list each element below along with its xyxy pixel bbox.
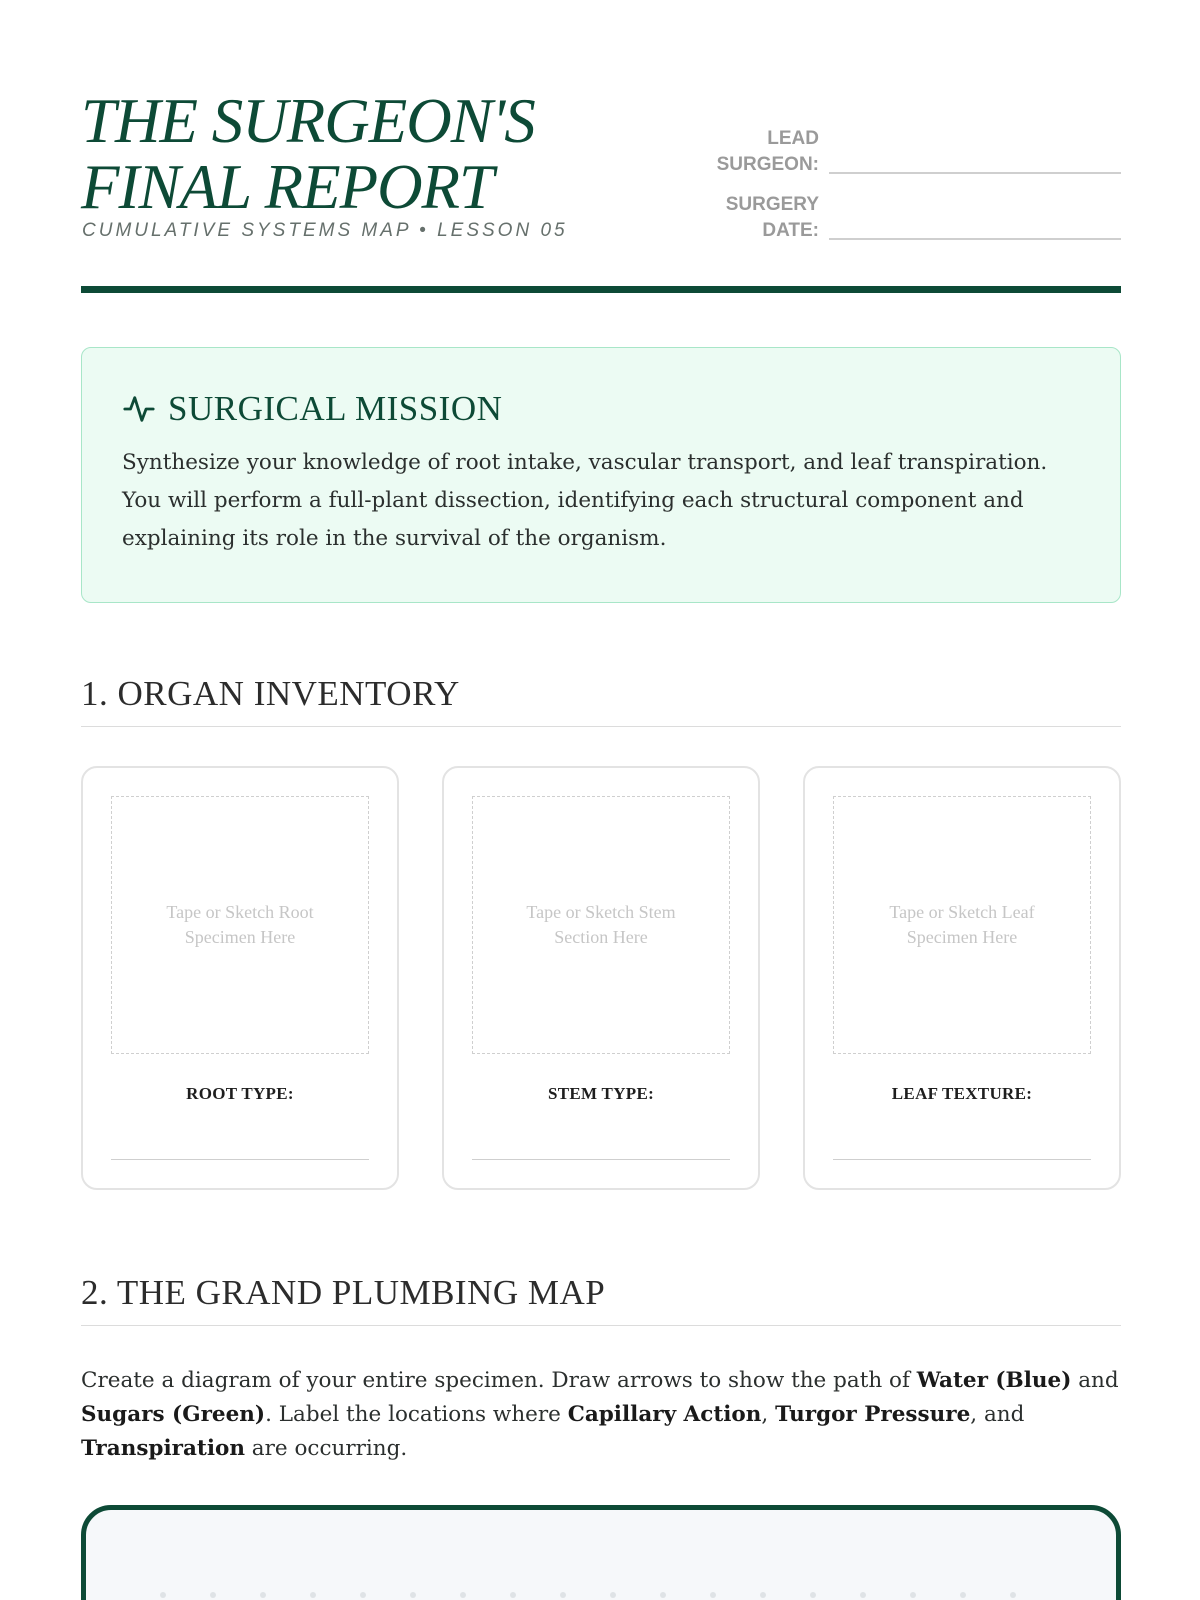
instr-transpiration-term: Transpiration	[81, 1436, 245, 1461]
surgery-date-field[interactable]	[711, 192, 1121, 244]
plumbing-map-instructions	[81, 1364, 1121, 1466]
grid-dot	[660, 1592, 666, 1598]
mission-heading	[122, 388, 1080, 430]
title-line-1: THE SURGEON'S	[81, 86, 535, 156]
leaf-specimen-placeholder: Tape or Sketch Leaf Specimen Here	[889, 902, 1035, 947]
instr-sugars-term: Sugars (Green)	[81, 1402, 266, 1427]
instr-text-3: . Label the locations where	[265, 1402, 568, 1427]
leaf-texture-input-line[interactable]	[833, 1159, 1091, 1160]
grid-dot	[560, 1592, 566, 1598]
header-divider	[81, 286, 1121, 293]
pulse-icon	[122, 392, 156, 426]
lead-surgeon-label: LEAD SURGEON:	[716, 128, 819, 175]
dot-grid	[160, 1592, 1060, 1598]
grid-dot	[910, 1592, 916, 1598]
instr-text-6: are occurring.	[244, 1436, 408, 1461]
instr-water-term: Water (Blue)	[916, 1368, 1072, 1393]
grid-dot	[460, 1592, 466, 1598]
lead-surgeon-input-line[interactable]	[829, 172, 1121, 174]
section-organ-inventory-title: 1. ORGAN INVENTORY	[81, 674, 1121, 727]
stem-card	[442, 766, 760, 1190]
organ-inventory-cards	[81, 766, 1121, 1190]
grid-dot	[260, 1592, 266, 1598]
leaf-texture-label: LEAF TEXTURE:	[891, 1084, 1033, 1103]
grid-dot	[210, 1592, 216, 1598]
report-header	[81, 80, 1121, 294]
report-meta-fields	[711, 126, 1121, 258]
instr-capillary-term: Capillary Action	[567, 1402, 762, 1427]
grid-dot	[810, 1592, 816, 1598]
root-type-input-line[interactable]	[111, 1159, 369, 1160]
page-subtitle: CUMULATIVE SYSTEMS MAP • LESSON 05	[82, 220, 568, 241]
leaf-card	[803, 766, 1121, 1190]
surgery-date-input-line[interactable]	[829, 238, 1121, 240]
root-card	[81, 766, 399, 1190]
grid-dot	[610, 1592, 616, 1598]
plumbing-map-drawing-area[interactable]	[81, 1505, 1121, 1600]
leaf-specimen-box[interactable]	[833, 796, 1091, 1054]
title-line-2: FINAL REPORT	[81, 152, 494, 222]
grid-dot	[760, 1592, 766, 1598]
grid-dot	[360, 1592, 366, 1598]
instr-text-5: , and	[970, 1402, 1025, 1427]
stem-type-input-line[interactable]	[472, 1159, 730, 1160]
grid-dot	[860, 1592, 866, 1598]
page-title	[81, 88, 535, 220]
lead-surgeon-field[interactable]	[711, 126, 1121, 178]
grid-dot	[510, 1592, 516, 1598]
grid-dot	[410, 1592, 416, 1598]
grid-dot	[310, 1592, 316, 1598]
instr-text-4: ,	[761, 1402, 776, 1427]
stem-specimen-placeholder: Tape or Sketch Stem Section Here	[526, 902, 676, 947]
root-type-label: ROOT TYPE:	[186, 1084, 294, 1103]
grid-dot	[960, 1592, 966, 1598]
grid-dot	[710, 1592, 716, 1598]
instr-turgor-term: Turgor Pressure	[775, 1402, 971, 1427]
root-specimen-placeholder: Tape or Sketch Root Specimen Here	[166, 902, 314, 947]
mission-title: SURGICAL MISSION	[168, 389, 503, 428]
stem-type-label: STEM TYPE:	[547, 1084, 655, 1103]
mission-text: Synthesize your knowledge of root intake, vascular transport, and leaf transpiration. You will perform a full-plant dissection, identifying each structural component and explaining its role in the survival of the organism.	[122, 450, 1048, 551]
grid-dot	[1010, 1592, 1016, 1598]
root-specimen-box[interactable]	[111, 796, 369, 1054]
grid-dot	[160, 1592, 166, 1598]
mission-box	[81, 347, 1121, 603]
instr-text-2: and	[1071, 1368, 1119, 1393]
surgery-date-label: SURGERY DATE:	[725, 194, 819, 241]
stem-specimen-box[interactable]	[472, 796, 730, 1054]
section-plumbing-map-title: 2. THE GRAND PLUMBING MAP	[81, 1273, 1121, 1326]
instr-text-1: Create a diagram of your entire specimen. Draw arrows to show the path of	[81, 1368, 917, 1393]
